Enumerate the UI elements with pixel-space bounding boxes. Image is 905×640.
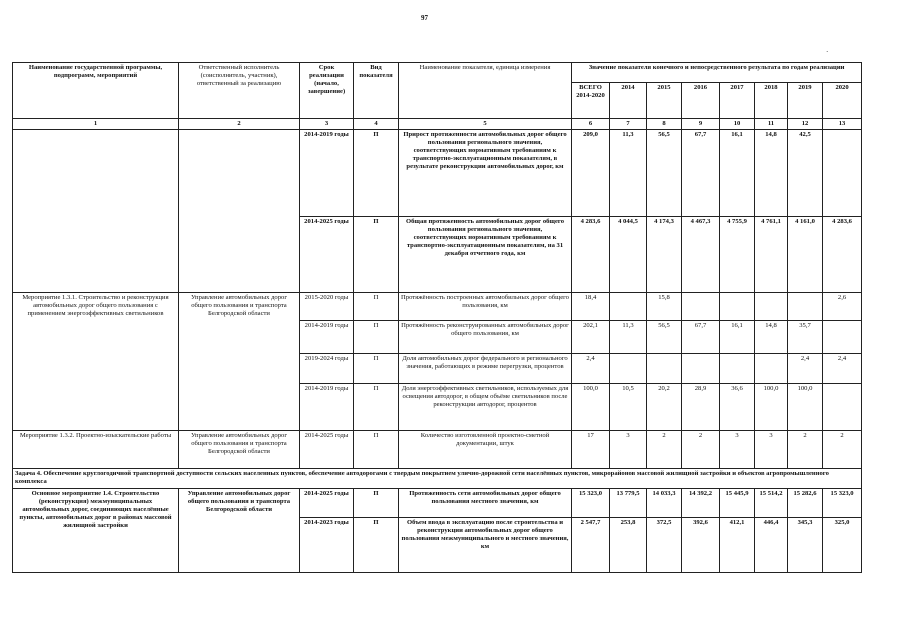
column-number: 11 (755, 119, 788, 130)
indicator-cell: Протяжённость реконструированных автомобильных дорог общего пользования, км (399, 321, 572, 354)
period-cell: 2015-2020 годы (300, 293, 354, 321)
kind-cell: П (354, 384, 399, 431)
measure-132-executor: Управление автомобильных дорог общего пользования и транспорта Белгородской области (179, 431, 300, 469)
value-2015: 2 (647, 431, 682, 469)
year-2017: 2017 (720, 83, 755, 119)
indicator-cell: Протяженность сети автомобильных дорог общего пользования местного значения, км (399, 489, 572, 518)
table-row (13, 431, 862, 469)
value-2020 (823, 384, 862, 431)
indicator-cell: Общая протяженность автомобильных дорог общего пользования регионального значения, соответствующих нормативным требованиям к транспортно-эксплуатационным показателям, на 31 декабря отчетного года, км (399, 217, 572, 293)
value-2017: 16,1 (720, 321, 755, 354)
value-2020: 2 (823, 431, 862, 469)
value-2016: 14 392,2 (682, 489, 720, 518)
page-number: 97 (421, 14, 428, 22)
kind-cell: П (354, 518, 399, 573)
indicator-cell: Доля энергоэффективных светильников, используемых для освещения автодорог, в общем объёме светильников после реконструкции автодорог, процентов (399, 384, 572, 431)
value-2018: 100,0 (755, 384, 788, 431)
value-2016 (682, 354, 720, 384)
value-2019: 100,0 (788, 384, 823, 431)
column-number: 7 (610, 119, 647, 130)
value-2019: 2,4 (788, 354, 823, 384)
value-2017 (720, 354, 755, 384)
value-2014: 4 044,5 (610, 217, 647, 293)
column-number: 13 (823, 119, 862, 130)
value-total: 15 323,0 (572, 489, 610, 518)
value-2020: 15 323,0 (823, 489, 862, 518)
value-2018 (755, 293, 788, 321)
value-2014: 13 779,5 (610, 489, 647, 518)
indicator-cell: Объем ввода в эксплуатацию после строительства и реконструкции автомобильных дорог общего пользования межмуниципального и местного значения, км (399, 518, 572, 573)
value-2017: 412,1 (720, 518, 755, 573)
kind-cell: П (354, 321, 399, 354)
header-kind: Вид показателя (354, 63, 399, 119)
value-2016: 67,7 (682, 130, 720, 217)
header-program: Наименование государственной программы, подпрограмм, мероприятий (13, 63, 179, 119)
year-2016: 2016 (682, 83, 720, 119)
value-total: 18,4 (572, 293, 610, 321)
value-total: 17 (572, 431, 610, 469)
header-values-group: Значение показателя конечного и непосредственного результата по годам реализации (572, 63, 862, 83)
column-number: 2 (179, 119, 300, 130)
value-2015: 372,5 (647, 518, 682, 573)
measure-131-name: Мероприятие 1.3.1. Строительство и реконструкция автомобильных дорог общего пользования с применением энергоэффективных светильников (13, 293, 179, 431)
value-2019: 15 282,6 (788, 489, 823, 518)
value-2020: 2,6 (823, 293, 862, 321)
value-total: 4 283,6 (572, 217, 610, 293)
value-2017: 15 445,9 (720, 489, 755, 518)
value-2020 (823, 321, 862, 354)
value-2019: 2 (788, 431, 823, 469)
column-number: 9 (682, 119, 720, 130)
executor-cell-empty (179, 130, 300, 293)
column-numbers-row (13, 119, 862, 130)
indicators-table (12, 62, 862, 573)
column-number: 3 (300, 119, 354, 130)
value-total: 100,0 (572, 384, 610, 431)
value-2014: 253,8 (610, 518, 647, 573)
period-cell: 2014-2019 годы (300, 130, 354, 217)
year-total: ВСЕГО 2014-2020 (572, 83, 610, 119)
year-2015: 2015 (647, 83, 682, 119)
kind-cell: П (354, 489, 399, 518)
value-2015: 56,5 (647, 321, 682, 354)
value-2014: 11,3 (610, 130, 647, 217)
value-2016: 4 467,3 (682, 217, 720, 293)
value-2015: 20,2 (647, 384, 682, 431)
period-cell: 2014-2023 годы (300, 518, 354, 573)
value-2020: 4 283,6 (823, 217, 862, 293)
column-number: 4 (354, 119, 399, 130)
column-number: 5 (399, 119, 572, 130)
kind-cell: П (354, 431, 399, 469)
value-2014: 3 (610, 431, 647, 469)
value-2014: 10,5 (610, 384, 647, 431)
value-2017: 3 (720, 431, 755, 469)
value-2020 (823, 130, 862, 217)
value-2016: 392,6 (682, 518, 720, 573)
value-2018 (755, 354, 788, 384)
value-2016: 67,7 (682, 321, 720, 354)
indicator-cell: Протяжённость построенных автомобильных дорог общего пользования, км (399, 293, 572, 321)
task-4-heading: Задача 4. Обеспечение круглогодичной транспортной доступности сельских населенных пунктов, обеспечение автодорогами с твердым покрытием улично-дорожной сети населённых пунктов, микрорайонов массовой жилищной застройки и объектов агропромышленного комплекса (13, 469, 862, 489)
period-cell: 2019-2024 годы (300, 354, 354, 384)
value-2019: 35,7 (788, 321, 823, 354)
measure-132-name: Мероприятие 1.3.2. Проектно-изыскательские работы (13, 431, 179, 469)
value-total: 202,1 (572, 321, 610, 354)
header-row (13, 63, 862, 83)
kind-cell: П (354, 217, 399, 293)
value-2018: 3 (755, 431, 788, 469)
period-cell: 2014-2025 годы (300, 489, 354, 518)
value-2018: 15 514,2 (755, 489, 788, 518)
value-2015: 14 033,3 (647, 489, 682, 518)
header-period: Срок реализации (начало, завершение) (300, 63, 354, 119)
period-cell: 2014-2019 годы (300, 321, 354, 354)
column-number: 10 (720, 119, 755, 130)
indicator-cell: Прирост протяженности автомобильных дорог общего пользования регионального значения, соответствующих нормативным требованиям к транспортно-эксплуатационным показателям, в результате реконструкции автомобильных дорог, км (399, 130, 572, 217)
measure-14-executor: Управление автомобильных дорог общего пользования и транспорта Белгородской области (179, 489, 300, 573)
value-2019 (788, 293, 823, 321)
column-number: 12 (788, 119, 823, 130)
period-cell: 2014-2025 годы (300, 431, 354, 469)
value-2016: 28,9 (682, 384, 720, 431)
table-row (13, 293, 862, 321)
kind-cell: П (354, 354, 399, 384)
stray-mark: · (826, 48, 829, 56)
column-number: 1 (13, 119, 179, 130)
kind-cell: П (354, 130, 399, 217)
indicator-cell: Количество изготовленной проектно-сметной документации, штук (399, 431, 572, 469)
program-cell-empty (13, 130, 179, 293)
table-row (13, 489, 862, 518)
value-2020: 325,0 (823, 518, 862, 573)
measure-14-name: Основное мероприятие 1.4. Строительство (реконструкция) межмуниципальных автомобильных дорог, соединяющих населённые пункты, автомобильных дорог в районах массовой жилищной застройки (13, 489, 179, 573)
value-2019: 42,5 (788, 130, 823, 217)
value-total: 2,4 (572, 354, 610, 384)
value-2016 (682, 293, 720, 321)
year-2019: 2019 (788, 83, 823, 119)
value-2015: 4 174,3 (647, 217, 682, 293)
value-2019: 345,3 (788, 518, 823, 573)
year-2018: 2018 (755, 83, 788, 119)
value-2014: 11,3 (610, 321, 647, 354)
kind-cell: П (354, 293, 399, 321)
value-total: 2 547,7 (572, 518, 610, 573)
header-executor: Ответственный исполнитель (соисполнитель, участник), ответственный за реализацию (179, 63, 300, 119)
value-total: 209,0 (572, 130, 610, 217)
value-2018: 14,8 (755, 130, 788, 217)
measure-131-executor: Управление автомобильных дорог общего пользования и транспорта Белгородской области (179, 293, 300, 431)
value-2017: 4 755,9 (720, 217, 755, 293)
column-number: 6 (572, 119, 610, 130)
value-2018: 446,4 (755, 518, 788, 573)
value-2015 (647, 354, 682, 384)
column-number: 8 (647, 119, 682, 130)
value-2020: 2,4 (823, 354, 862, 384)
value-2017: 36,6 (720, 384, 755, 431)
value-2017 (720, 293, 755, 321)
value-2018: 14,8 (755, 321, 788, 354)
value-2015: 15,8 (647, 293, 682, 321)
year-2014: 2014 (610, 83, 647, 119)
value-2019: 4 161,0 (788, 217, 823, 293)
value-2018: 4 761,1 (755, 217, 788, 293)
value-2014 (610, 293, 647, 321)
value-2015: 56,5 (647, 130, 682, 217)
header-indicator: Наименование показателя, единица измерения (399, 63, 572, 119)
task-row (13, 469, 862, 489)
year-2020: 2020 (823, 83, 862, 119)
period-cell: 2014-2019 годы (300, 384, 354, 431)
value-2016: 2 (682, 431, 720, 469)
value-2017: 16,1 (720, 130, 755, 217)
table-row (13, 130, 862, 217)
period-cell: 2014-2025 годы (300, 217, 354, 293)
value-2014 (610, 354, 647, 384)
indicator-cell: Доля автомобильных дорог федерального и регионального значения, работающих в режиме перегрузки, процентов (399, 354, 572, 384)
